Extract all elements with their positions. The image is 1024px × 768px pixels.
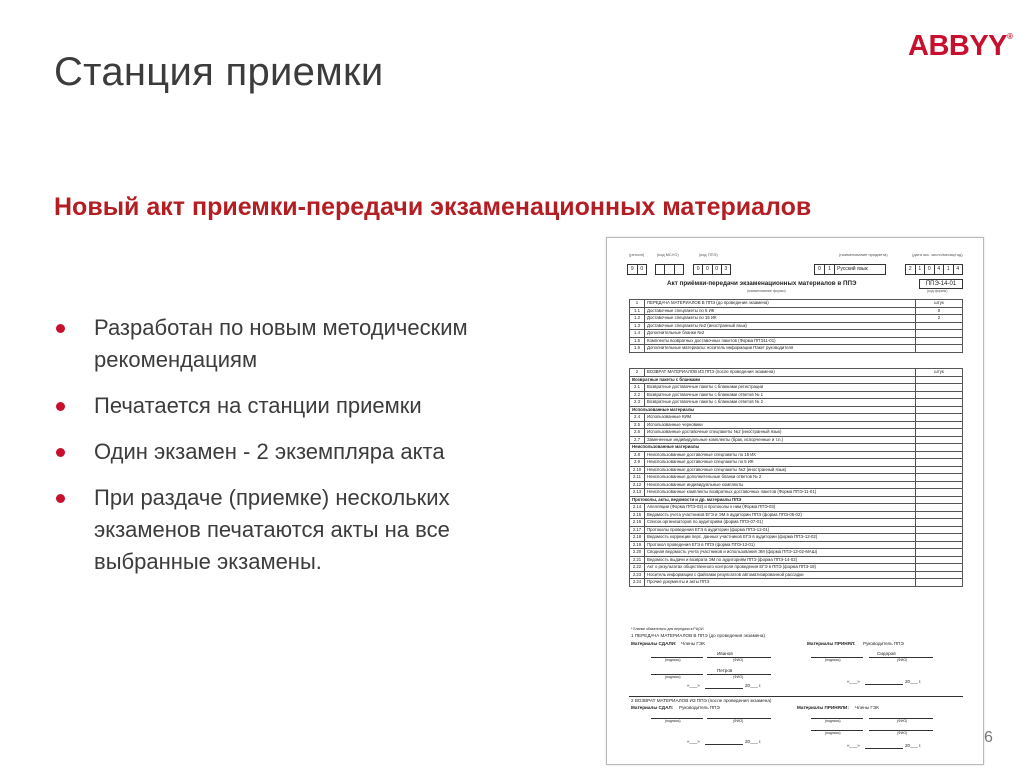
sign1-received-role: Руководитель ППЭ — [863, 641, 904, 646]
row-value — [916, 466, 963, 474]
row-number: 2.2 — [630, 391, 645, 399]
row-label: Комплекты возвратных доставочных пакетов (Форма ППЭ11-01) — [645, 337, 916, 345]
row-label: Неиспользованные доставочные спецпакеты №2 (иностранный язык) — [645, 466, 916, 474]
table-row — [630, 414, 963, 422]
cell: 0 — [640, 266, 644, 272]
row-value — [916, 421, 963, 429]
sign2-gave: Материалы СДАЛ: — [631, 705, 674, 710]
caption-fio: (ФИО) — [733, 675, 744, 679]
row-label: Возвратные доставочные пакеты с бланками регистрации — [645, 384, 916, 392]
table-row — [630, 556, 963, 564]
caption-fio: (ФИО) — [733, 658, 744, 662]
caption-sign: (подпись) — [825, 731, 841, 735]
date-prefix: «___» — [687, 683, 700, 688]
row-number: 1.3 — [630, 322, 645, 330]
table-row — [630, 481, 963, 489]
form-title: Акт приёмки-передачи экзаменационных материалов в ППЭ — [667, 280, 857, 287]
table-row — [630, 526, 963, 534]
table-row — [630, 511, 963, 519]
row-value — [916, 549, 963, 557]
row-number: 1.5 — [630, 337, 645, 345]
table-row — [630, 489, 963, 497]
cell: 4 — [935, 265, 945, 274]
caption-region: (регион) — [629, 252, 645, 257]
row-label: Сводная ведомость учета участников и использования ЭМ (форма ППЭ-13-02-МАШ) — [645, 549, 916, 557]
table-row — [630, 307, 963, 315]
row-value — [916, 399, 963, 407]
row-label: Протокол проведения ЕГЭ в ППЭ (форма ППЭ-13-01) — [645, 541, 916, 549]
region-code-cells — [627, 264, 647, 275]
row-value — [916, 526, 963, 534]
bullet-item — [54, 482, 554, 578]
subject-cells — [814, 264, 886, 275]
row-label: Протоколы проведения ЕГЭ в аудитории (форма ППЭ-12-01) — [645, 526, 916, 534]
row-number: 2.8 — [630, 451, 645, 459]
mouo-code-cells — [655, 264, 684, 275]
group-row — [630, 496, 963, 504]
row-value — [916, 519, 963, 527]
date-prefix: «___» — [847, 679, 860, 684]
table-row — [630, 436, 963, 444]
row-number: 2.11 — [630, 474, 645, 482]
row-number: 2.10 — [630, 466, 645, 474]
form-code: ППЭ-14-01 — [919, 279, 963, 289]
ppe-code-cells — [693, 264, 731, 275]
footnote: * Бланки обязательно для передачи в РЦОИ — [631, 627, 704, 631]
section-header — [630, 369, 963, 377]
row-number: 1.2 — [630, 315, 645, 323]
table-row — [630, 541, 963, 549]
form-code-caption: (код формы) — [927, 289, 948, 293]
bullet-text: Печатается на станции приемки — [94, 393, 422, 418]
row-label: Использованные черновики — [645, 421, 916, 429]
act-form-preview — [606, 237, 984, 765]
row-number: 2.9 — [630, 459, 645, 467]
row-number: 1.4 — [630, 330, 645, 338]
section2-table — [629, 368, 963, 587]
date-line — [865, 684, 903, 685]
sign1-gave-role: Члены ГЭК — [681, 641, 705, 646]
row-number: 2.16 — [630, 519, 645, 527]
logo-text: ABBYY — [908, 30, 1008, 62]
cell — [665, 265, 674, 274]
row-value — [916, 322, 963, 330]
row-value — [916, 579, 963, 587]
group-row — [630, 376, 963, 384]
table-row — [630, 504, 963, 512]
row-value — [916, 504, 963, 512]
cell — [675, 265, 683, 274]
row-label: Неиспользованные дополнительные бланки ответов № 2 — [645, 474, 916, 482]
date-line — [705, 688, 743, 689]
bullet-dot-icon — [56, 324, 65, 333]
year-suffix: 20___ г. — [745, 683, 762, 688]
row-number: 2.1 — [630, 384, 645, 392]
group-label: Неиспользованные материалы — [630, 444, 916, 452]
row-label: Акт о результатах общественного контроля проведения ЕГЭ в ППЭ (форма ППЭ-18) — [645, 564, 916, 572]
cell: 0 — [925, 265, 935, 274]
table-row — [630, 579, 963, 587]
caption-sign: (подпись) — [825, 719, 841, 723]
row-number: 2.18 — [630, 534, 645, 542]
row-label: Доставочные спецпакеты по 5 ИК — [645, 307, 916, 315]
row-value — [916, 444, 963, 452]
caption-ppe: (код ППЭ) — [699, 252, 718, 257]
cell: 4 — [956, 266, 960, 272]
caption-sign: (подпись) — [665, 719, 681, 723]
row-label: Использованные доставочные спецпакеты №2 (иностранный язык) — [645, 429, 916, 437]
caption-fio: (ФИО) — [897, 719, 908, 723]
caption-fio: (ФИО) — [897, 731, 908, 735]
table-row — [630, 421, 963, 429]
row-value — [916, 414, 963, 422]
sign2-gave-role: Руководитель ППЭ — [679, 705, 720, 710]
cell: 9 — [628, 265, 638, 274]
row-value — [916, 345, 963, 353]
bullet-dot-icon — [56, 448, 65, 457]
row-label: Неиспользованные индивидуальные комплекты — [645, 481, 916, 489]
bullet-text: Один экзамен - 2 экземпляра акта — [94, 439, 445, 464]
table-row — [630, 330, 963, 338]
group-label: Протоколы, акты, ведомости и др. материалы ППЭ — [630, 496, 916, 504]
caption-fio: (ФИО) — [733, 719, 744, 723]
cell: 1 — [916, 265, 926, 274]
caption-subject: (наименование предмета) — [839, 252, 888, 257]
row-number: 2.14 — [630, 504, 645, 512]
row-label: Замененные индивидуальные комплекты (брак, испорченные и т.п.) — [645, 436, 916, 444]
bullet-item — [54, 390, 554, 422]
cell: 0 — [694, 265, 703, 274]
row-value — [916, 436, 963, 444]
row-value — [916, 429, 963, 437]
caption-sign: (подпись) — [825, 658, 841, 662]
bullet-dot-icon — [56, 402, 65, 411]
row-label: Неиспользованные доставочные спецпакеты по 5 ИК — [645, 459, 916, 467]
sign2-received: Материалы ПРИНЯЛИ: — [797, 705, 849, 710]
row-number: 2.12 — [630, 481, 645, 489]
date-line — [865, 748, 903, 749]
row-number: 2.17 — [630, 526, 645, 534]
row-value — [916, 541, 963, 549]
group-row — [630, 406, 963, 414]
slide-title: Станция приемки — [54, 50, 384, 94]
table-row — [630, 451, 963, 459]
row-number: 2.24 — [630, 579, 645, 587]
row-label: Неиспользованные доставочные спецпакеты по 15 ИК — [645, 451, 916, 459]
table-row — [630, 345, 963, 353]
row-value — [916, 496, 963, 504]
caption-fio: (ФИО) — [897, 658, 908, 662]
row-label: Доставочные спецпакеты по 15 ИК — [645, 315, 916, 323]
cell: 0 — [703, 265, 712, 274]
table-row — [630, 466, 963, 474]
sign1-received: Материалы ПРИНЯЛ: — [807, 641, 856, 646]
row-value — [916, 556, 963, 564]
date-prefix: «___» — [687, 739, 700, 744]
row-number: 2.3 — [630, 399, 645, 407]
sign1-section: 1 ПЕРЕДАЧА МАТЕРИАЛОВ В ППЭ (до проведения экзамена) — [631, 633, 765, 638]
section-number: 2 — [630, 369, 645, 377]
row-value — [916, 474, 963, 482]
row-value — [916, 571, 963, 579]
caption-sign: (подпись) — [665, 658, 681, 662]
table-row — [630, 322, 963, 330]
bullet-item — [54, 436, 554, 468]
row-number: 2.22 — [630, 564, 645, 572]
row-value — [916, 376, 963, 384]
cell: 3 — [724, 266, 728, 272]
row-value — [916, 406, 963, 414]
sign1-gave: Материалы СДАЛИ: — [631, 641, 677, 646]
bullet-dot-icon — [56, 494, 65, 503]
table-row — [630, 534, 963, 542]
table-row — [630, 459, 963, 467]
name-ivanov: Иванов — [717, 651, 733, 656]
row-number: 1.6 — [630, 345, 645, 353]
row-number: 2.20 — [630, 549, 645, 557]
section-label: ПЕРЕДАЧА МАТЕРИАЛОВ В ППЭ (до проведения экзамена) — [645, 300, 916, 308]
sign2-section: 2 ВОЗВРАТ МАТЕРИАЛОВ ИЗ ППЭ (после проведения экзамена) — [631, 698, 772, 703]
caption-date: (дата экз. число/месяц/год) — [912, 252, 963, 257]
caption-sign: (подпись) — [665, 675, 681, 679]
row-value — [916, 489, 963, 497]
row-value: 2 — [916, 315, 963, 323]
row-label: Использованные КИМ — [645, 414, 916, 422]
table-row — [630, 315, 963, 323]
row-label: Апелляции (Форма ППЭ-02) и протоколы к ним (Форма ППЭ-03) — [645, 504, 916, 512]
row-label: Возвратные доставочные пакеты с бланками ответов № 2 — [645, 399, 916, 407]
row-value — [916, 564, 963, 572]
row-label: Ведомость коррекции перс. данных участников ЕГЭ в аудитории (форма ППЭ-12-02) — [645, 534, 916, 542]
bullet-item — [54, 312, 554, 376]
row-value — [916, 459, 963, 467]
section1-table — [629, 299, 963, 353]
table-row — [630, 337, 963, 345]
year-suffix: 20___ г. — [905, 679, 922, 684]
slide-subtitle: Новый акт приемки-передачи экзаменационных материалов — [54, 193, 812, 221]
logo-registered-mark: ® — [1007, 32, 1013, 41]
table-row — [630, 429, 963, 437]
row-value — [916, 451, 963, 459]
name-sidorov: Сидоров — [877, 651, 896, 656]
caption-mouo: (код МСУО) — [657, 252, 679, 257]
subject-name: Русский язык — [837, 266, 868, 272]
section-header — [630, 300, 963, 308]
table-row — [630, 391, 963, 399]
row-label: Ведомость выдачи и возврата ЭМ по аудиториям ППЭ (форма ППЭ-14-02) — [645, 556, 916, 564]
sign2-received-role: Члены ГЭК — [855, 705, 879, 710]
row-label: Неиспользованные комплекты возвратных доставочных пакетов (Форма ППЭ-11-01) — [645, 489, 916, 497]
cell: 1 — [944, 265, 954, 274]
name-petrov: Петров — [717, 668, 733, 673]
row-number: 2.6 — [630, 429, 645, 437]
table-row — [630, 384, 963, 392]
date-line — [705, 744, 743, 745]
table-row — [630, 399, 963, 407]
row-value — [916, 337, 963, 345]
table-row — [630, 549, 963, 557]
exam-date-cells — [905, 264, 963, 275]
row-number: 2.13 — [630, 489, 645, 497]
year-suffix: 20___ г. — [745, 739, 762, 744]
row-value: 0 — [916, 307, 963, 315]
row-value — [916, 330, 963, 338]
table-row — [630, 571, 963, 579]
row-number: 2.5 — [630, 421, 645, 429]
cell: 1 — [825, 265, 835, 274]
row-number: 1.1 — [630, 307, 645, 315]
group-row — [630, 444, 963, 452]
row-label: Возвратные доставочные пакеты с бланками ответов № 1 — [645, 391, 916, 399]
row-number: 2.15 — [630, 511, 645, 519]
cell — [656, 265, 665, 274]
row-value — [916, 384, 963, 392]
section-label: ВОЗВРАТ МАТЕРИАЛОВ ИЗ ППЭ (после проведения экзамена) — [645, 369, 916, 377]
unit-label: штук — [916, 300, 963, 308]
row-number: 2.7 — [630, 436, 645, 444]
row-label: Доставочные спецпакеты №2 (иностранный язык) — [645, 322, 916, 330]
table-row — [630, 564, 963, 572]
table-row — [630, 474, 963, 482]
group-label: Использованные материалы — [630, 406, 916, 414]
cell: 0 — [713, 265, 722, 274]
row-number: 2.4 — [630, 414, 645, 422]
bullet-text: При раздаче (приемке) нескольких экзаменов печатаются акты на все выбранные экзамены. — [94, 485, 450, 574]
year-suffix: 20___ г. — [905, 743, 922, 748]
group-label: Возвратные пакеты с бланками — [630, 376, 916, 384]
section-number: 1 — [630, 300, 645, 308]
row-value — [916, 511, 963, 519]
row-value — [916, 391, 963, 399]
date-prefix: «___» — [847, 743, 860, 748]
row-value — [916, 481, 963, 489]
row-label: Прочие документы и акты ППЭ — [645, 579, 916, 587]
row-number: 2.21 — [630, 556, 645, 564]
row-number: 2.23 — [630, 571, 645, 579]
cell: 0 — [815, 265, 825, 274]
unit-label: штук — [916, 369, 963, 377]
table-row — [630, 519, 963, 527]
row-label: Дополнительные материалы: носитель информации Пакет руководителя — [645, 345, 916, 353]
row-number: 2.19 — [630, 541, 645, 549]
row-label: Ведомость учета участников ЕГЭ и ЭМ в аудитории ППЭ (форма ППЭ-05-02) — [645, 511, 916, 519]
bullet-list — [54, 312, 554, 592]
row-label: Носитель информации с файлами результатов автоматизированной рассадки — [645, 571, 916, 579]
row-label: Список организаторов по аудиториям (форма ППЭ-07-01) — [645, 519, 916, 527]
row-value — [916, 534, 963, 542]
bullet-text: Разработан по новым методическим рекомендациям — [94, 315, 468, 372]
row-label: Дополнительные бланки №2 — [645, 330, 916, 338]
page-number: 6 — [984, 729, 993, 746]
abbyy-logo — [908, 30, 1012, 63]
form-title-caption: (наименование формы) — [747, 289, 786, 293]
cell: 2 — [906, 265, 916, 274]
